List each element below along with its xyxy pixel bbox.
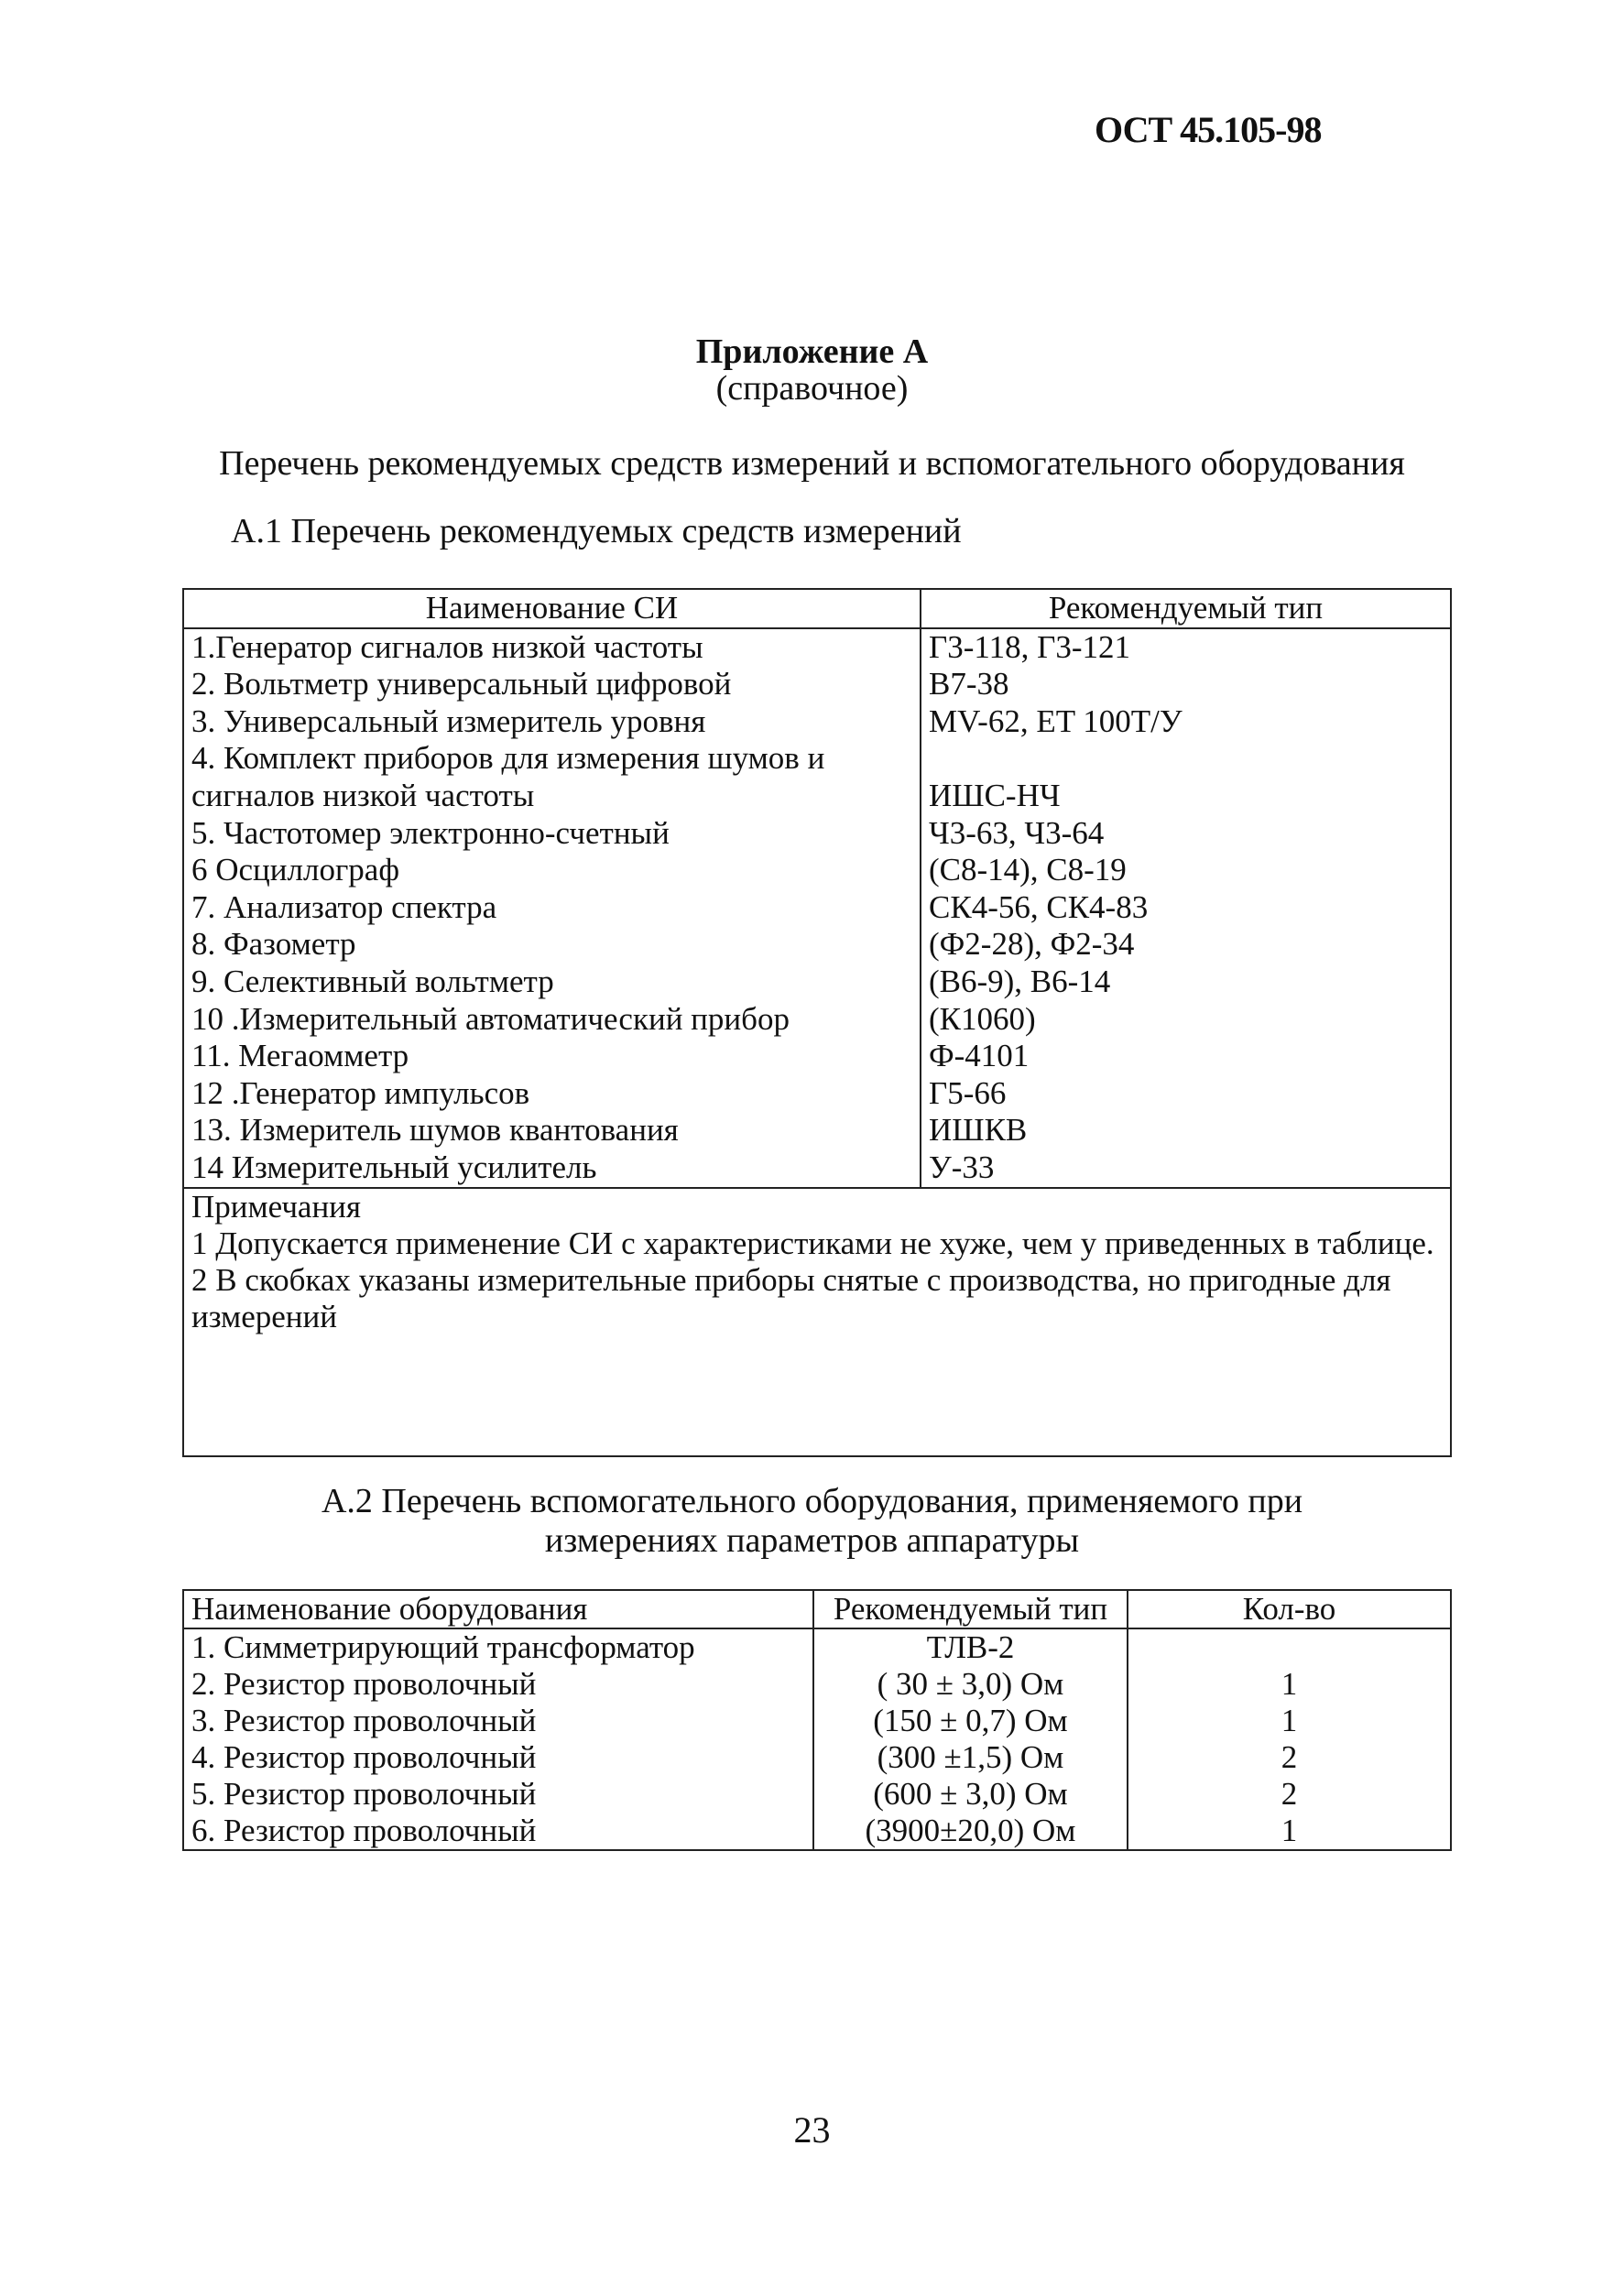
instrument-name: 6 Осциллограф [191, 852, 400, 888]
equipment-qty: 1 [1128, 1666, 1451, 1703]
instrument-type: Г5-66 [921, 1075, 1451, 1113]
column-header-equipment: Наименование оборудования [183, 1590, 813, 1628]
instrument-name: 7. Анализатор спектра [191, 888, 497, 925]
instrument-type: В7-38 [921, 666, 1451, 703]
notes-heading: Примечания [191, 1188, 362, 1225]
table-row [183, 703, 1451, 741]
table-row [183, 926, 1451, 964]
notes-cell [183, 1188, 1451, 1456]
instrument-type: (С8-14), С8-19 [921, 852, 1451, 889]
table-row [183, 1112, 1451, 1149]
table-row [183, 740, 1451, 778]
table-row [183, 778, 1451, 815]
instrument-type: (Ф2-28), Ф2-34 [921, 926, 1451, 964]
instrument-name: 10 .Измерительный автоматический прибор [191, 1000, 790, 1037]
instrument-name: 9. Селективный вольтметр [191, 963, 554, 999]
instrument-type: У-33 [921, 1149, 1451, 1188]
equipment-type: (600 ± 3,0) Ом [813, 1776, 1128, 1813]
instrument-name: 11. Мегаомметр [191, 1038, 409, 1074]
instrument-name: 12 .Генератор импульсов [191, 1074, 530, 1111]
table-row [183, 666, 1451, 703]
instrument-type: Г3-118, Г3-121 [921, 628, 1451, 667]
instrument-name: 5. Частотомер электронно-счетный [191, 814, 670, 851]
instrument-type: Ч3-63, Ч3-64 [921, 815, 1451, 853]
notes-note2: 2 В скобках указаны измерительные приборы снятые с производства, но пригодные для измерений [191, 1261, 1391, 1334]
instrument-type: MV-62, ET 100T/У [921, 703, 1451, 741]
instrument-name: сигналов низкой частоты [191, 777, 535, 813]
table-row [183, 815, 1451, 853]
instrument-type: ИШКВ [921, 1112, 1451, 1149]
table-row [183, 1666, 1451, 1703]
table-header-row [183, 589, 1451, 628]
column-header-name: Наименование СИ [183, 589, 921, 628]
instrument-name: 2. Вольтметр универсальный цифровой [191, 666, 732, 702]
instrument-name: 14 Измерительный усилитель [183, 1149, 921, 1188]
equipment-name: 6. Резистор проволочный [191, 1813, 537, 1848]
page-number: 23 [793, 2109, 831, 2151]
table-row [183, 889, 1451, 927]
table-row [183, 628, 1451, 667]
section-a1-title: А.1 Перечень рекомендуемых средств измерений [231, 512, 962, 550]
section-a2-title-line1: А.2 Перечень вспомогательного оборудования, применяемого при [321, 1482, 1303, 1520]
instrument-type: ИШС-НЧ [921, 778, 1451, 815]
equipment-type: ( 30 ± 3,0) Ом [813, 1666, 1128, 1703]
instrument-type: (К1060) [921, 1001, 1451, 1039]
instrument-type [921, 740, 1451, 778]
table-row [183, 964, 1451, 1001]
instrument-type: (В6-9), В6-14 [921, 964, 1451, 1001]
document-code: ОСТ 45.105-98 [1095, 109, 1322, 150]
table-row [183, 1001, 1451, 1039]
appendix-title: Приложение А [695, 332, 929, 371]
list-title: Перечень рекомендуемых средств измерений и вспомогательного оборудования [219, 444, 1405, 483]
table-row [183, 1075, 1451, 1113]
table-row [183, 1703, 1451, 1739]
equipment-qty [1128, 1628, 1451, 1666]
equipment-type: ТЛВ-2 [813, 1628, 1128, 1666]
instrument-name: 8. Фазометр [191, 926, 356, 963]
equipment-qty: 1 [1128, 1703, 1451, 1739]
table-row [183, 1776, 1451, 1813]
instruments-table [182, 588, 1452, 1457]
equipment-type: (150 ± 0,7) Ом [813, 1703, 1128, 1739]
notes-row [183, 1188, 1451, 1456]
table-row [183, 1038, 1451, 1075]
instrument-name: 4. Комплект приборов для измерения шумов и [191, 740, 825, 777]
section-a2-title-line2: измерениях параметров аппаратуры [544, 1521, 1080, 1560]
equipment-name: 1. Симметрирующий трансформатор [191, 1629, 695, 1665]
equipment-name: 4. Резистор проволочный [191, 1739, 537, 1775]
instrument-name: 1.Генератор сигналов низкой частоты [191, 628, 703, 665]
equipment-type: (3900±20,0) Ом [813, 1813, 1128, 1850]
section-a2-title [0, 1482, 1624, 1561]
equipment-qty: 2 [1128, 1776, 1451, 1813]
column-header-qty: Кол-во [1128, 1590, 1451, 1628]
equipment-name: 3. Резистор проволочный [191, 1703, 537, 1738]
table-row [183, 1739, 1451, 1776]
table-header-row [183, 1590, 1451, 1628]
equipment-name: 5. Резистор проволочный [191, 1776, 537, 1812]
instrument-name: 13. Измеритель шумов квантования [191, 1112, 679, 1149]
equipment-type: (300 ±1,5) Ом [813, 1739, 1128, 1776]
instrument-type: СК4-56, СК4-83 [921, 889, 1451, 927]
instrument-type: Ф-4101 [921, 1038, 1451, 1075]
appendix-subtitle: (справочное) [715, 369, 909, 408]
equipment-qty: 1 [1128, 1813, 1451, 1850]
instrument-name: 3. Универсальный измеритель уровня [191, 702, 706, 739]
table-row [183, 852, 1451, 889]
equipment-name: 2. Резистор проволочный [191, 1666, 537, 1702]
equipment-qty: 2 [1128, 1739, 1451, 1776]
column-header-type: Рекомендуемый тип [813, 1590, 1128, 1628]
equipment-table [182, 1589, 1452, 1851]
table-row [183, 1149, 1451, 1188]
table-row [183, 1813, 1451, 1850]
column-header-type: Рекомендуемый тип [921, 589, 1451, 628]
table-row [183, 1628, 1451, 1666]
notes-note1: 1 Допускается применение СИ с характеристиками не хуже, чем у приведенных в таблице. [191, 1225, 1434, 1261]
